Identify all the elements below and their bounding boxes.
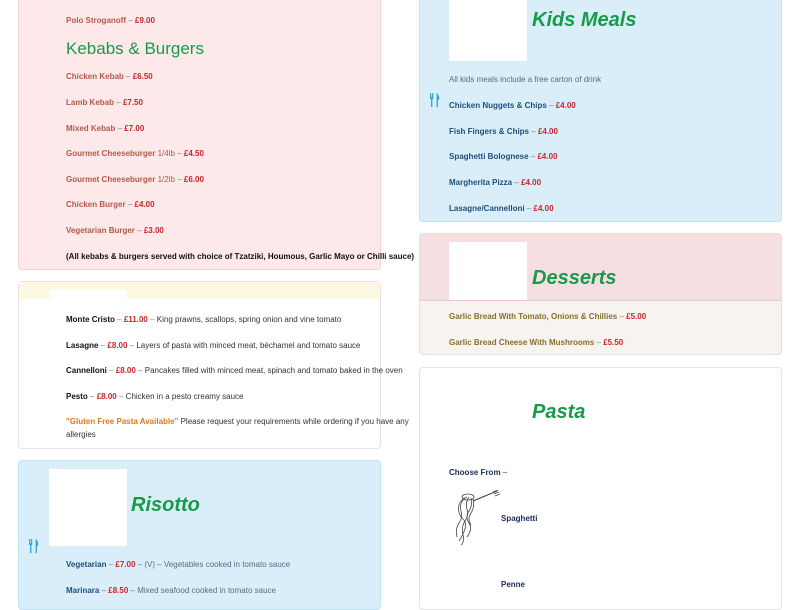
menu-item: [66, 341, 360, 350]
item-separator: –: [118, 392, 124, 401]
item-separator: –: [619, 312, 624, 321]
kids-meals-note: All kids meals include a free carton of drink: [449, 75, 602, 84]
item-separator: –: [109, 366, 114, 375]
menu-item: [449, 204, 554, 213]
item-name: Vegetarian: [66, 560, 107, 569]
item-description: Pancakes filled with minced meat, spinach and tomato baked in the oven: [144, 366, 403, 375]
item-description: Mixed seafood cooked in tomato sauce: [137, 586, 276, 595]
item-price: £5.00: [626, 312, 647, 321]
section-image-placeholder: [449, 242, 527, 300]
section-image-placeholder: [49, 469, 127, 546]
item-name: Chicken Kebab: [66, 72, 124, 81]
item-price: £11.00: [123, 315, 148, 324]
item-name: Fish Fingers & Chips: [449, 127, 530, 136]
item-separator: –: [129, 341, 135, 350]
menu-item: [66, 226, 164, 235]
item-separator: –: [177, 149, 182, 158]
item-price: £6.00: [183, 175, 204, 184]
item-price: £8.50: [108, 586, 129, 595]
desserts-card: [419, 233, 782, 355]
item-description: King prawns, scallops, spring onion and vine tomato: [156, 315, 342, 324]
desserts-heading: Desserts: [532, 267, 617, 289]
item-name: Gourmet Cheeseburger: [66, 149, 156, 158]
menu-item: [449, 338, 623, 347]
item-price: £4.00: [533, 204, 554, 213]
item-separator: –: [177, 175, 182, 184]
item-name: Monte Cristo: [66, 315, 115, 324]
cutlery-icon: [28, 539, 40, 558]
item-name: Garlic Bread Cheese With Mushrooms: [449, 338, 595, 347]
item-name: Margherita Pizza: [449, 178, 513, 187]
item-name: Marinara: [66, 586, 100, 595]
item-separator: –: [128, 16, 133, 25]
item-separator: –: [596, 338, 601, 347]
pasta-card: [419, 367, 782, 610]
item-separator: –: [526, 204, 532, 213]
pasta-dishes-card: [18, 281, 409, 449]
item-separator: –: [138, 366, 143, 375]
item-separator: –: [108, 560, 114, 569]
gluten-free-text: Please request your requirements while ordering if you have any: [178, 417, 409, 426]
choose-from-label: [449, 468, 507, 477]
item-name: Gourmet Cheeseburger: [66, 175, 156, 184]
menu-item: [449, 152, 558, 161]
item-price: £3.00: [143, 226, 164, 235]
menu-item: [66, 98, 143, 107]
item-price: £7.50: [122, 98, 143, 107]
choose-label-text: Choose From: [449, 468, 501, 477]
item-description: Layers of pasta with minced meat, béchamel and tomato sauce: [136, 341, 361, 350]
pasta-option: Spaghetti: [501, 514, 538, 523]
item-separator: –: [127, 200, 133, 209]
item-price: £9.00: [134, 16, 155, 25]
menu-item: [66, 200, 155, 209]
item-separator: –: [150, 315, 155, 324]
menu-item: [66, 366, 403, 375]
item-name: Cannelloni: [66, 366, 107, 375]
menu-item: [66, 586, 276, 595]
item-name: Chicken Burger: [66, 200, 126, 209]
item-price: £8.00: [115, 366, 136, 375]
cutlery-icon: [429, 93, 441, 112]
item-separator: –: [530, 152, 536, 161]
item-name: Spaghetti Bolognese: [449, 152, 529, 161]
item-price: £5.50: [603, 338, 624, 347]
menu-item: [66, 72, 153, 81]
kebabs-burgers-heading: Kebabs & Burgers: [66, 39, 204, 58]
item-price: £4.00: [555, 101, 576, 110]
kids-meals-heading: Kids Meals: [532, 9, 637, 31]
item-separator: –: [126, 72, 131, 81]
item-price: £4.00: [134, 200, 155, 209]
item-separator: –: [549, 101, 554, 110]
item-name: Lamb Kebab: [66, 98, 115, 107]
menu-item: [449, 312, 646, 321]
pasta-heading: Pasta: [532, 401, 586, 423]
risotto-card: [18, 460, 381, 610]
item-name: Pesto: [66, 392, 88, 401]
item-separator: –: [100, 341, 106, 350]
menu-item: [449, 127, 558, 136]
menu-item: [449, 101, 576, 110]
item-separator: –: [514, 178, 519, 187]
item-size: 1/4lb: [157, 149, 175, 158]
item-price: £6.50: [132, 72, 153, 81]
section-image-placeholder: [449, 0, 527, 61]
item-separator: –: [137, 226, 142, 235]
gluten-free-note: [66, 417, 409, 426]
menu-item: [449, 178, 541, 187]
item-price: £7.00: [124, 124, 145, 133]
item-description: Vegetables cooked in tomato sauce: [163, 560, 291, 569]
item-separator: –: [531, 127, 536, 136]
risotto-heading: Risotto: [131, 494, 200, 516]
pasta-option: Penne: [501, 580, 526, 589]
item-separator: –: [90, 392, 95, 401]
gluten-free-highlight: "Gluten Free Pasta Available": [66, 417, 179, 426]
kebabs-burgers-card: [18, 0, 415, 270]
item-name: Garlic Bread With Tomato, Onions & Chillies: [449, 312, 618, 321]
item-price: £4.00: [521, 178, 542, 187]
item-description: Chicken in a pesto creamy sauce: [125, 392, 244, 401]
gluten-free-text-line2: allergies: [66, 430, 96, 439]
item-price: £4.00: [537, 152, 558, 161]
menu-item: [66, 392, 244, 401]
menu-item: [66, 315, 341, 324]
choose-separator: –: [502, 468, 508, 477]
menu-item: [66, 149, 204, 158]
item-size: 1/2lb: [157, 175, 175, 184]
spaghetti-icon: [449, 489, 501, 552]
item-separator: –: [101, 586, 107, 595]
item-name: Lasagne/Cannelloni: [449, 204, 525, 213]
item-tag: –: [130, 586, 135, 595]
item-price: £7.00: [115, 560, 136, 569]
menu-item-polo-stroganoff: [66, 16, 155, 25]
menu-item: [66, 175, 204, 184]
section-image-placeholder: [49, 290, 127, 300]
menu-item: [66, 124, 144, 133]
item-name: Polo Stroganoff: [66, 16, 126, 25]
item-separator: –: [116, 98, 121, 107]
item-price: £8.00: [107, 341, 128, 350]
kids-meals-card: [419, 0, 782, 222]
item-tag: – (V) –: [137, 560, 162, 569]
item-name: Chicken Nuggets & Chips: [449, 101, 547, 110]
item-price: £4.00: [537, 127, 558, 136]
item-separator: –: [117, 124, 123, 133]
item-name: Lasagne: [66, 341, 99, 350]
item-separator: –: [117, 315, 122, 324]
menu-item: [66, 560, 290, 569]
item-name: Vegetarian Burger: [66, 226, 135, 235]
item-price: £4.50: [183, 149, 204, 158]
item-price: £8.00: [96, 392, 117, 401]
kebabs-note: (All kebabs & burgers served with choice of Tzatziki, Houmous, Garlic Mayo or Chilli sauce): [66, 252, 415, 261]
item-name: Mixed Kebab: [66, 124, 116, 133]
